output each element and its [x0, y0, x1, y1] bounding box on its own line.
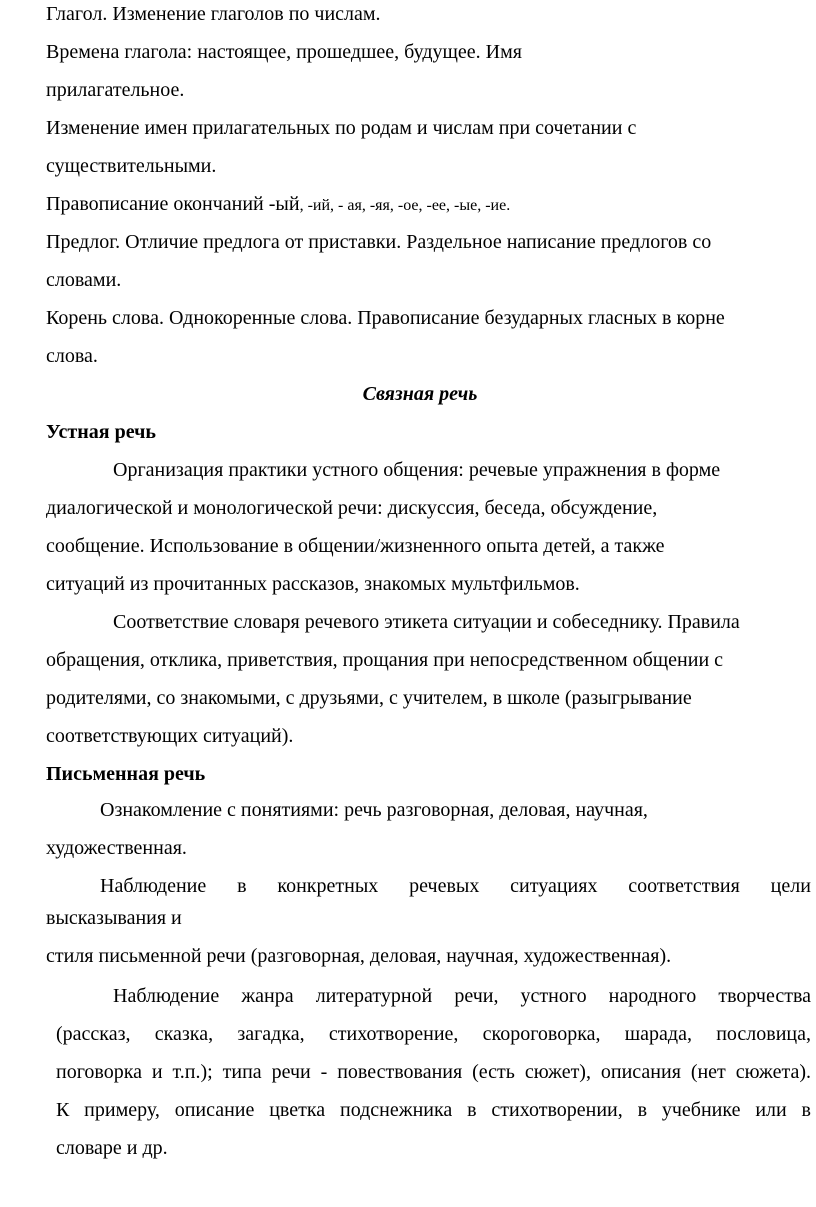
word: цели: [770, 875, 811, 897]
justified-line: Наблюдение жанра литературной речи, устного народного творчества: [113, 985, 811, 1007]
written-speech-heading: Письменная речь: [46, 763, 206, 785]
oral-speech-heading: Устная речь: [46, 421, 156, 443]
word: речевых: [409, 875, 480, 897]
paragraph-line: ситуаций из прочитанных рассказов, знакомых мультфильмов.: [46, 573, 580, 595]
text-line: Глагол. Изменение глаголов по числам.: [46, 3, 381, 25]
justified-line: [100, 874, 811, 898]
word: ситуациях: [510, 875, 598, 897]
word: в: [237, 875, 247, 897]
paragraph-line: Организация практики устного общения: речевые упражнения в форме: [113, 459, 721, 481]
section-title: Связная речь: [362, 383, 478, 405]
paragraph-line: родителями, со знакомыми, с друзьями, с учителем, в школе (разыгрывание: [46, 687, 692, 709]
endings-list: , -ий, - ая, -яя, -ое, -ее, -ые, -ие.: [299, 197, 511, 214]
paragraph-line: стиля письменной речи (разговорная, деловая, научная, художественная).: [46, 945, 672, 967]
justified-line: (рассказ, сказка, загадка, стихотворение, скороговорка, шарада, пословица,: [56, 1023, 811, 1045]
text-line: существительными.: [46, 155, 217, 177]
paragraph-line: художественная.: [46, 837, 187, 859]
word: Наблюдение: [100, 875, 207, 897]
paragraph-line: диалогической и монологической речи: дискуссия, беседа, обсуждение,: [46, 497, 658, 519]
text-line: Корень слова. Однокоренные слова. Правописание безударных гласных в корне: [46, 307, 725, 329]
paragraph-line: обращения, отклика, приветствия, прощания при непосредственном общении с: [46, 649, 724, 671]
word: конкретных: [277, 875, 379, 897]
justified-line: К примеру, описание цветка подснежника в стихотворении, в учебнике или в: [56, 1099, 811, 1121]
text-line: Предлог. Отличие предлога от приставки. Раздельное написание предлогов со: [46, 231, 712, 253]
paragraph-line: Соответствие словаря речевого этикета ситуации и собеседнику. Правила: [113, 611, 740, 633]
word: соответствия: [628, 875, 740, 897]
text-line: слова.: [46, 345, 98, 367]
text-line: прилагательное.: [46, 79, 185, 101]
text-line: Изменение имен прилагательных по родам и числам при сочетании с: [46, 117, 637, 139]
paragraph-line: соответствующих ситуаций).: [46, 725, 294, 747]
paragraph-line: словаре и др.: [56, 1137, 168, 1159]
text-line: Времена глагола: настоящее, прошедшее, будущее. Имя: [46, 41, 522, 63]
paragraph-line: высказывания и: [46, 907, 182, 929]
paragraph-line: Ознакомление с понятиями: речь разговорная, деловая, научная,: [100, 799, 648, 821]
text-line: словами.: [46, 269, 122, 291]
justified-line: поговорка и т.п.); типа речи - повествования (есть сюжет), описания (нет сюжета).: [56, 1061, 811, 1083]
paragraph-line: сообщение. Использование в общении/жизненного опыта детей, а также: [46, 535, 665, 557]
text-line: [46, 192, 510, 218]
endings-label: Правописание окончаний -ый: [46, 193, 300, 215]
